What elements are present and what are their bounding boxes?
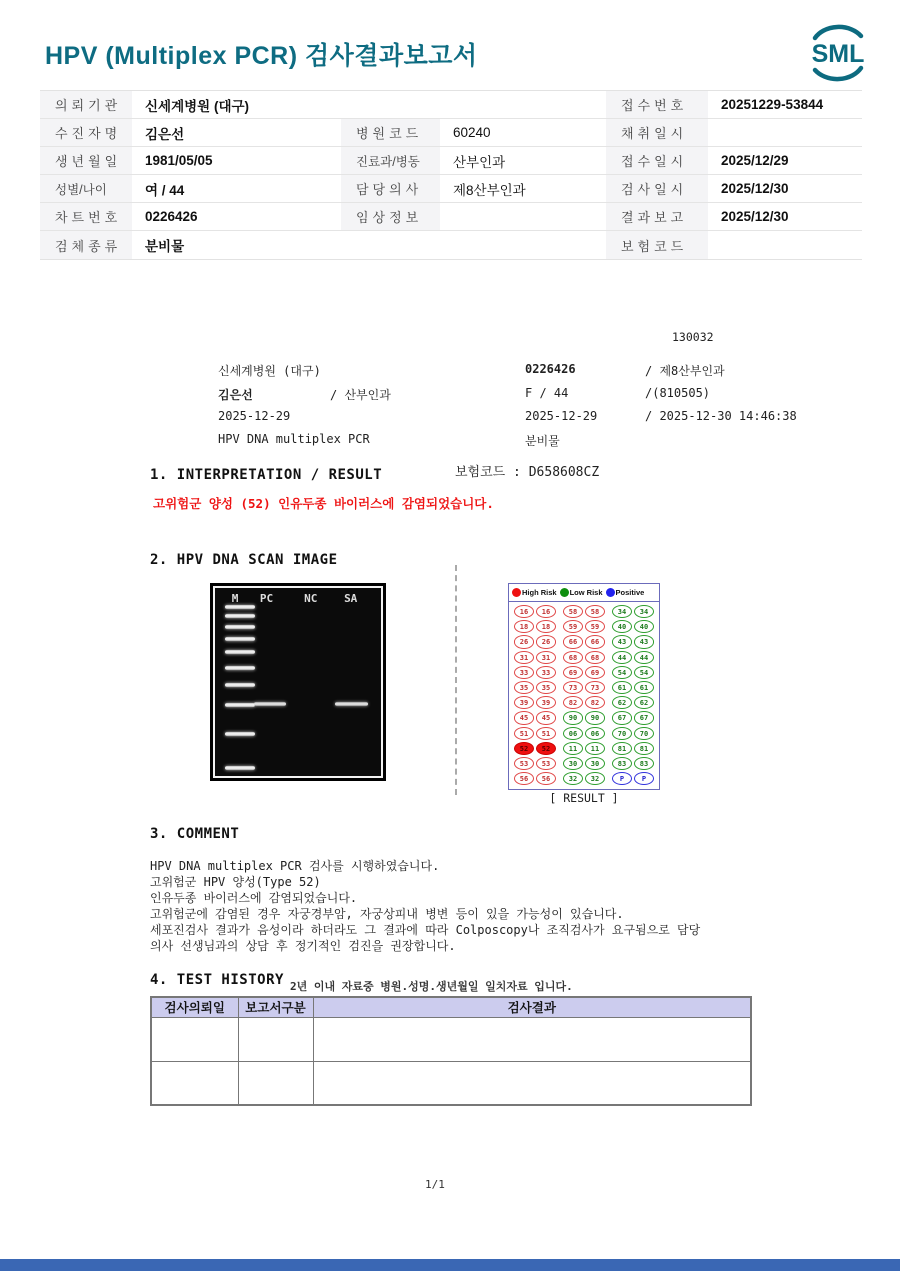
label-test-datetime: 검사일시 [606, 175, 708, 203]
hpv-type-58: 58 [563, 605, 583, 618]
hpv-type-69: 69 [563, 666, 583, 679]
value-hospital-code: 60240 [440, 119, 606, 147]
history-empty-cell [313, 1061, 751, 1105]
gel-lane-label-SA: SA [344, 592, 358, 605]
doc-code: 130032 [672, 330, 714, 344]
gel-electrophoresis-image [210, 583, 386, 781]
hpv-type-66: 66 [585, 635, 605, 648]
hpv-type-53: 53 [536, 757, 556, 770]
hpv-type-06: 06 [563, 727, 583, 740]
page-number: 1/1 [425, 1178, 445, 1191]
value-patient-name: 김은선 [132, 119, 341, 147]
history-empty-cell [151, 1017, 238, 1061]
hpv-type-31: 31 [514, 651, 534, 664]
hpv-type-56: 56 [536, 772, 556, 785]
ladder-band [225, 766, 256, 770]
comment-line: 고위험군 HPV 양성(Type 52) [150, 875, 321, 889]
result-caption: [ RESULT ] [549, 791, 619, 805]
ladder-band [225, 614, 256, 618]
hpv-type-35: 35 [514, 681, 534, 694]
hpv-type-26: 26 [536, 635, 556, 648]
hpv-type-81: 81 [612, 742, 632, 755]
ladder-band [225, 732, 256, 736]
hpv-type-61: 61 [612, 681, 632, 694]
hpv-type-82: 82 [563, 696, 583, 709]
hpv-type-33: 33 [536, 666, 556, 679]
legend-label: Low Risk [569, 588, 603, 597]
insurance-code-line: 보험코드 : D658608CZ [455, 465, 600, 480]
history-col-result: 검사결과 [313, 997, 751, 1017]
hpv-type-90: 90 [585, 711, 605, 724]
high-risk-dot-icon [512, 588, 521, 597]
ladder-band [225, 703, 256, 707]
value-attending-doctor: 제8산부인과 [440, 175, 606, 203]
gel-lane-label-NC: NC [304, 592, 318, 605]
doc-report-datetime: / 2025-12-30 14:46:38 [645, 409, 797, 423]
history-empty-cell [238, 1061, 313, 1105]
hpv-type-90: 90 [563, 711, 583, 724]
low-risk-dot-icon [560, 588, 569, 597]
positive-dot-icon [606, 588, 615, 597]
hpv-type-16: 16 [536, 605, 556, 618]
doc-collect-date: 2025-12-29 [525, 409, 598, 423]
hpv-type-40: 40 [634, 620, 654, 633]
hpv-type-52: 52 [536, 742, 556, 755]
page-title: HPV (Multiplex PCR) 검사결과보고서 [45, 42, 478, 70]
hpv-type-70: 70 [634, 727, 654, 740]
value-sex-age: 여 / 44 [132, 175, 341, 203]
history-empty-cell [238, 1017, 313, 1061]
value-result-report: 2025/12/30 [708, 203, 862, 231]
value-receipt-datetime: 2025/12/29 [708, 147, 862, 175]
label-requesting-org: 의뢰기관 [40, 91, 132, 119]
value-collection-datetime [708, 119, 862, 147]
legend-label: High Risk [522, 588, 557, 597]
hpv-type-26: 26 [514, 635, 534, 648]
ladder-band [225, 650, 256, 654]
doc-test-name: HPV DNA multiplex PCR [218, 432, 370, 446]
value-specimen-type: 분비물 [145, 239, 185, 254]
history-empty-row [151, 1017, 751, 1061]
hpv-type-33: 33 [514, 666, 534, 679]
hpv-type-P: P [634, 772, 654, 785]
sample-band-PC [254, 702, 286, 706]
history-col-request-date: 검사의뢰일 [151, 997, 238, 1017]
comment-line: 세포진검사 결과가 음성이라 하더라도 그 결과에 따라 Colposcopy나 조직검사가 요구됨으로 담당 [150, 923, 701, 937]
svg-text:SML: SML [811, 40, 865, 68]
comment-line: 의사 선생님과의 상담 후 정기적인 검진을 권장합니다. [150, 939, 456, 953]
hpv-type-06: 06 [585, 727, 605, 740]
hpv-type-59: 59 [563, 620, 583, 633]
history-empty-cell [151, 1061, 238, 1105]
hpv-type-70: 70 [612, 727, 632, 740]
bottom-bar [0, 1259, 900, 1271]
value-dept-ward: 산부인과 [440, 147, 606, 175]
value-requesting-org: 신세계병원 (대구) [132, 91, 606, 119]
hpv-type-56: 56 [514, 772, 534, 785]
doc-request-date: 2025-12-29 [218, 409, 291, 423]
hpv-type-P: P [612, 772, 632, 785]
value-birth-date: 1981/05/05 [132, 147, 341, 175]
doc-sex-age: F / 44 [525, 386, 569, 400]
doc-patient-name: 김은선 [218, 388, 253, 402]
hpv-type-18: 18 [536, 620, 556, 633]
hpv-type-44: 44 [612, 651, 632, 664]
label-result-report: 결과보고 [606, 203, 708, 231]
label-attending-doctor: 담당의사 [341, 175, 440, 203]
comment-line: 고위험군에 감염된 경우 자궁경부암, 자궁상피내 병변 등이 있을 가능성이 있습니다. [150, 907, 624, 921]
hpv-type-61: 61 [634, 681, 654, 694]
hpv-type-67: 67 [634, 711, 654, 724]
hpv-type-66: 66 [563, 635, 583, 648]
label-specimen-type: 검체종류 [40, 231, 132, 259]
hpv-type-68: 68 [563, 651, 583, 664]
interpretation-result-text: 고위험군 양성 (52) 인유두종 바이러스에 감염되었습니다. [153, 496, 494, 511]
sml-logo-icon [806, 24, 870, 82]
doc-chart-no: 0226426 [525, 362, 576, 376]
label-sex-age: 성별/나이 [40, 175, 132, 203]
hpv-type-62: 62 [634, 696, 654, 709]
hpv-type-59: 59 [585, 620, 605, 633]
hpv-type-31: 31 [536, 651, 556, 664]
hpv-type-52: 52 [514, 742, 534, 755]
hpv-type-62: 62 [612, 696, 632, 709]
hpv-type-34: 34 [634, 605, 654, 618]
history-note: 2년 이내 자료중 병원.성명.생년월일 일치자료 입니다. [290, 980, 573, 993]
comment-line: HPV DNA multiplex PCR 검사를 시행하였습니다. [150, 859, 440, 873]
hpv-type-68: 68 [585, 651, 605, 664]
hpv-type-43: 43 [612, 635, 632, 648]
hpv-type-45: 45 [536, 711, 556, 724]
hpv-type-40: 40 [612, 620, 632, 633]
ladder-band [225, 683, 256, 687]
hpv-type-16: 16 [514, 605, 534, 618]
hpv-type-30: 30 [585, 757, 605, 770]
doc-dept: / 제8산부인과 [645, 364, 725, 378]
hpv-type-67: 67 [612, 711, 632, 724]
label-birth-date: 생년월일 [40, 147, 132, 175]
doc-specimen: 분비물 [525, 434, 560, 448]
comment-text [150, 858, 700, 954]
hpv-type-73: 73 [585, 681, 605, 694]
hpv-type-45: 45 [514, 711, 534, 724]
label-dept-ward: 진료과/병동 [341, 147, 440, 175]
ladder-band [225, 625, 256, 629]
hpv-type-35: 35 [536, 681, 556, 694]
hpv-type-18: 18 [514, 620, 534, 633]
hpv-type-81: 81 [634, 742, 654, 755]
label-receipt-datetime: 접수일시 [606, 147, 708, 175]
hpv-type-39: 39 [536, 696, 556, 709]
hpv-type-32: 32 [563, 772, 583, 785]
hpv-type-11: 11 [585, 742, 605, 755]
comment-heading: 3. COMMENT [150, 826, 240, 842]
hpv-type-32: 32 [585, 772, 605, 785]
history-heading: 4. TEST HISTORY [150, 972, 284, 988]
patient-info-table [40, 90, 862, 260]
label-patient-name: 수진자명 [40, 119, 132, 147]
label-collection-datetime: 채취일시 [606, 119, 708, 147]
gel-lane-label-M: M [231, 592, 239, 605]
label-receipt-no: 접수번호 [606, 91, 708, 119]
hpv-type-39: 39 [514, 696, 534, 709]
comment-line: 인유두종 바이러스에 감염되었습니다. [150, 891, 358, 905]
value-clinical-info [440, 203, 606, 231]
hpv-type-34: 34 [612, 605, 632, 618]
test-history-table [150, 996, 752, 1106]
value-test-datetime: 2025/12/30 [708, 175, 862, 203]
label-clinical-info: 임상정보 [341, 203, 440, 231]
hpv-type-83: 83 [634, 757, 654, 770]
history-col-report-type: 보고서구분 [238, 997, 313, 1017]
hpv-type-11: 11 [563, 742, 583, 755]
hpv-type-83: 83 [612, 757, 632, 770]
doc-birth: /(810505) [645, 386, 711, 400]
sample-band-SA [335, 702, 367, 706]
ladder-band [225, 637, 256, 641]
hpv-type-54: 54 [634, 666, 654, 679]
value-receipt-no: 20251229-53844 [708, 91, 862, 119]
gel-lane-label-PC: PC [259, 592, 274, 605]
hpv-result-panel [508, 583, 660, 790]
hpv-type-44: 44 [634, 651, 654, 664]
hpv-type-69: 69 [585, 666, 605, 679]
legend-label: Positive [615, 588, 645, 597]
label-hospital-code: 병원코드 [341, 119, 440, 147]
hpv-type-58: 58 [585, 605, 605, 618]
hpv-type-30: 30 [563, 757, 583, 770]
hpv-type-51: 51 [514, 727, 534, 740]
label-insurance-code: 보험코드 [606, 231, 708, 259]
hpv-type-grid [509, 602, 659, 785]
interpretation-heading: 1. INTERPRETATION / RESULT [150, 467, 383, 483]
risk-legend [509, 584, 659, 602]
hpv-type-51: 51 [536, 727, 556, 740]
ladder-band [225, 605, 256, 609]
dashed-divider [455, 565, 457, 795]
hpv-type-53: 53 [514, 757, 534, 770]
hpv-type-54: 54 [612, 666, 632, 679]
history-empty-row [151, 1061, 751, 1105]
ladder-band [225, 666, 256, 670]
hpv-type-43: 43 [634, 635, 654, 648]
value-chart-no: 0226426 [132, 203, 341, 231]
hpv-type-73: 73 [563, 681, 583, 694]
label-chart-no: 차트번호 [40, 203, 132, 231]
doc-patient-dept: / 산부인과 [330, 388, 391, 402]
doc-hospital: 신세계병원 (대구) [218, 364, 321, 378]
history-empty-cell [313, 1017, 751, 1061]
hpv-type-82: 82 [585, 696, 605, 709]
scan-heading: 2. HPV DNA SCAN IMAGE [150, 552, 338, 568]
value-insurance-code [708, 231, 862, 259]
